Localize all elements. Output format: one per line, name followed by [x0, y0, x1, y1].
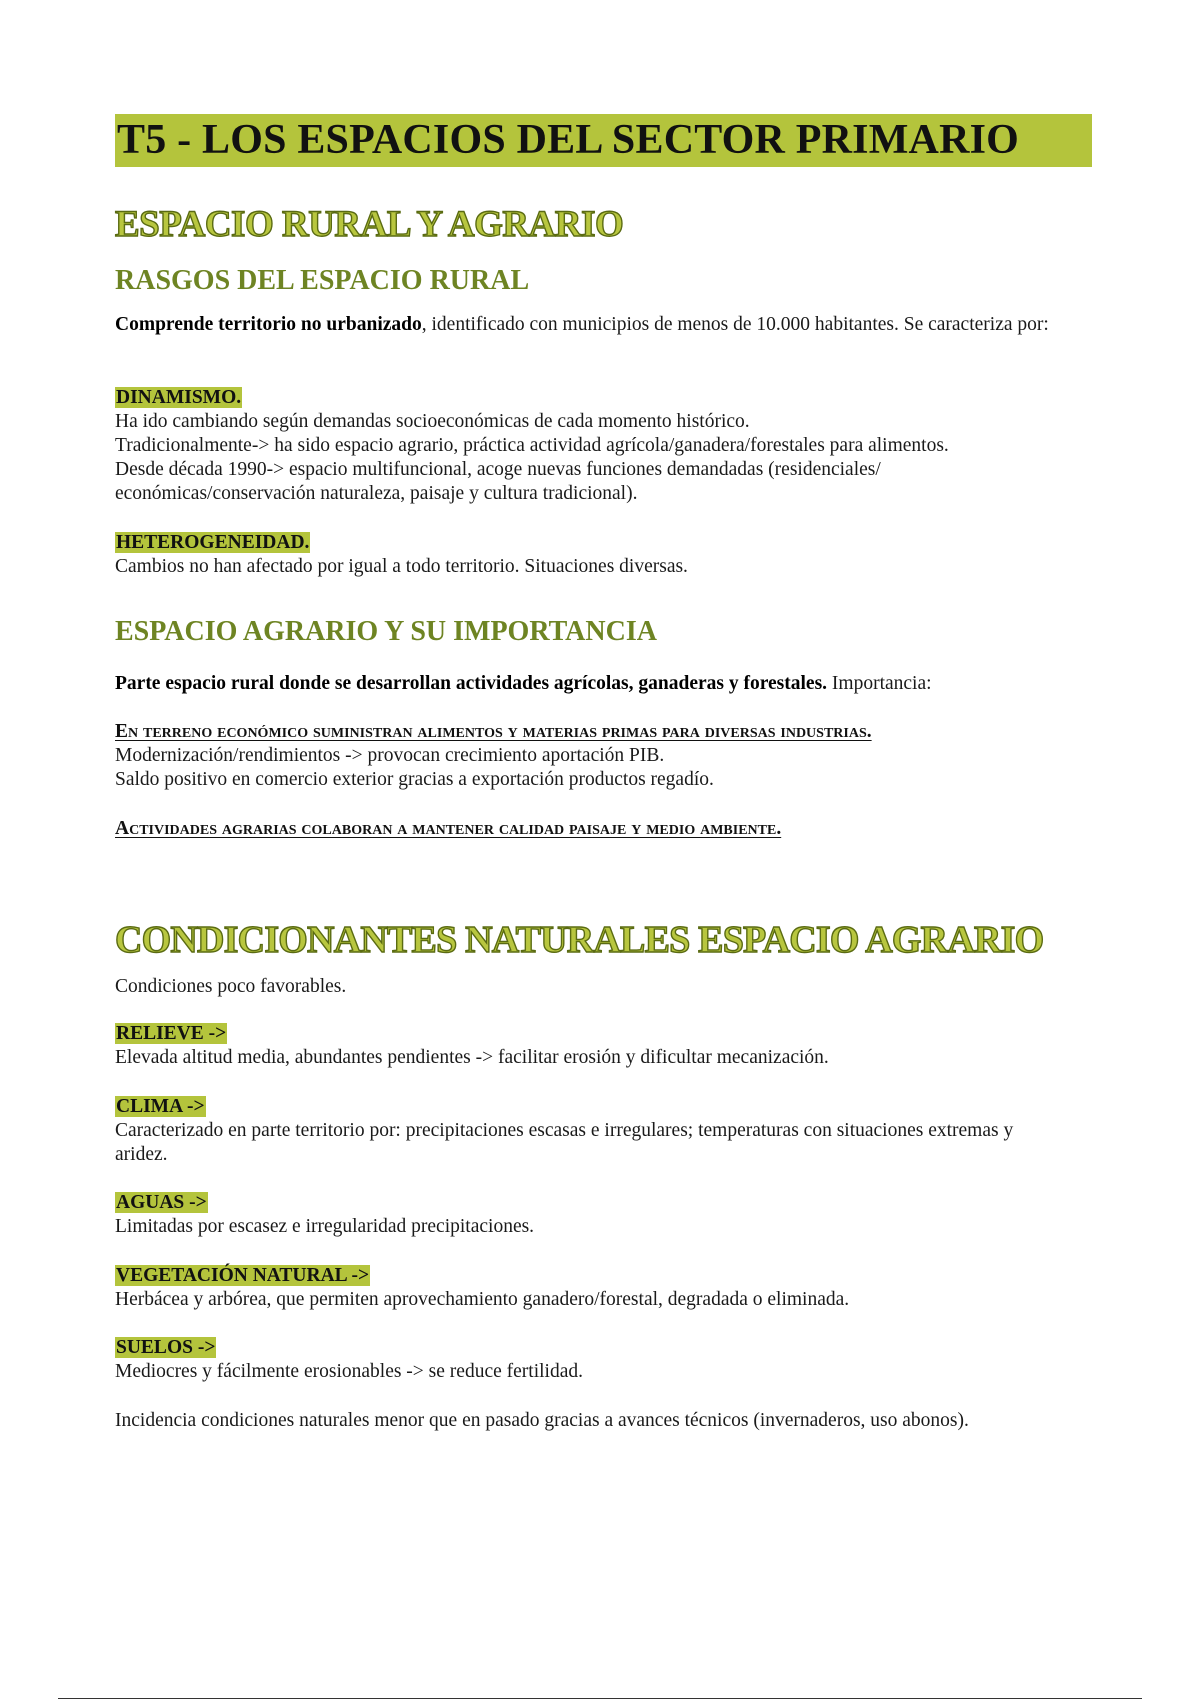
- dinamismo-line-3: Desde década 1990-> espacio multifuncional, acoge nuevas funciones demandadas (residenciales/ económicas/conservación naturaleza, paisaje y cultura tradicional).: [115, 459, 881, 504]
- heterogeneidad-label: HETEROGENEIDAD.: [116, 532, 310, 553]
- section-heading-rural-agrario: ESPACIO RURAL Y AGRARIO: [115, 204, 624, 245]
- suelos-text: Mediocres y fácilmente erosionables -> se reduce fertilidad.: [115, 1361, 583, 1382]
- condicionantes-intro: Condiciones poco favorables.: [115, 976, 347, 997]
- heterogeneidad-label-wrap: [115, 531, 310, 555]
- importancia-intro-bold: Parte espacio rural donde se desarrollan actividades agrícolas, ganaderas y forestales.: [115, 673, 828, 694]
- subheading-importancia: ESPACIO AGRARIO Y SU IMPORTANCIA: [115, 616, 657, 647]
- importancia-point-1-line-1: Modernización/rendimientos -> provocan crecimiento aportación PIB.: [115, 745, 665, 766]
- clima-label: CLIMA ->: [116, 1096, 205, 1117]
- clima-label-wrap: [115, 1095, 206, 1119]
- footer-divider: [58, 1698, 1142, 1699]
- heterogeneidad-text: Cambios no han afectado por igual a todo territorio. Situaciones diversas.: [115, 556, 688, 577]
- importancia-intro-rest: Importancia:: [827, 673, 932, 694]
- importancia-intro: [115, 672, 1095, 696]
- vegetacion-text: Herbácea y arbórea, que permiten aprovechamiento ganadero/forestal, degradada o eliminada.: [115, 1289, 850, 1310]
- relieve-label: RELIEVE ->: [116, 1023, 227, 1044]
- importancia-point-1-line-2: Saldo positivo en comercio exterior gracias a exportación productos regadío.: [115, 769, 714, 790]
- condicionantes-conclusion: Incidencia condiciones naturales menor que en pasado gracias a avances técnicos (invernaderos, uso abonos).: [115, 1410, 969, 1431]
- dinamismo-label: DINAMISMO.: [116, 387, 242, 408]
- rasgos-intro-bold: Comprende territorio no urbanizado: [115, 314, 422, 335]
- aguas-label: AGUAS ->: [116, 1192, 207, 1213]
- dinamismo-label-wrap: [115, 386, 242, 410]
- suelos-label-wrap: [115, 1336, 216, 1360]
- dinamismo-line-2: Tradicionalmente-> ha sido espacio agrario, práctica actividad agrícola/ganadera/forestales para alimentos.: [115, 435, 949, 456]
- relieve-label-wrap: [115, 1022, 227, 1046]
- dinamismo-line-1: Ha ido cambiando según demandas socioeconómicas de cada momento histórico.: [115, 411, 750, 432]
- aguas-label-wrap: [115, 1191, 208, 1215]
- importancia-point-2-label: Actividades agrarias colaboran a mantener calidad paisaje y medio ambiente.: [115, 818, 782, 839]
- aguas-text: Limitadas por escasez e irregularidad precipitaciones.: [115, 1216, 535, 1237]
- relieve-text: Elevada altitud media, abundantes pendientes -> facilitar erosión y dificultar mecanización.: [115, 1047, 829, 1068]
- clima-text: Caracterizado en parte territorio por: precipitaciones escasas e irregulares; temperaturas con situaciones extremas y aridez.: [115, 1120, 1014, 1165]
- subheading-rasgos: RASGOS DEL ESPACIO RURAL: [115, 265, 530, 296]
- section-heading-condicionantes: CONDICIONANTES NATURALES ESPACIO AGRARIO: [115, 919, 1044, 961]
- vegetacion-label: VEGETACIÓN NATURAL ->: [116, 1265, 370, 1286]
- page-title: T5 - LOS ESPACIOS DEL SECTOR PRIMARIO: [115, 114, 1092, 167]
- vegetacion-label-wrap: [115, 1264, 370, 1288]
- suelos-label: SUELOS ->: [116, 1337, 216, 1358]
- rasgos-intro: [115, 313, 1095, 337]
- importancia-point-1-label: En terreno económico suministran alimentos y materias primas para diversas industrias.: [115, 721, 872, 742]
- rasgos-intro-rest: , identificado con municipios de menos de 10.000 habitantes. Se caracteriza por:: [421, 314, 1049, 335]
